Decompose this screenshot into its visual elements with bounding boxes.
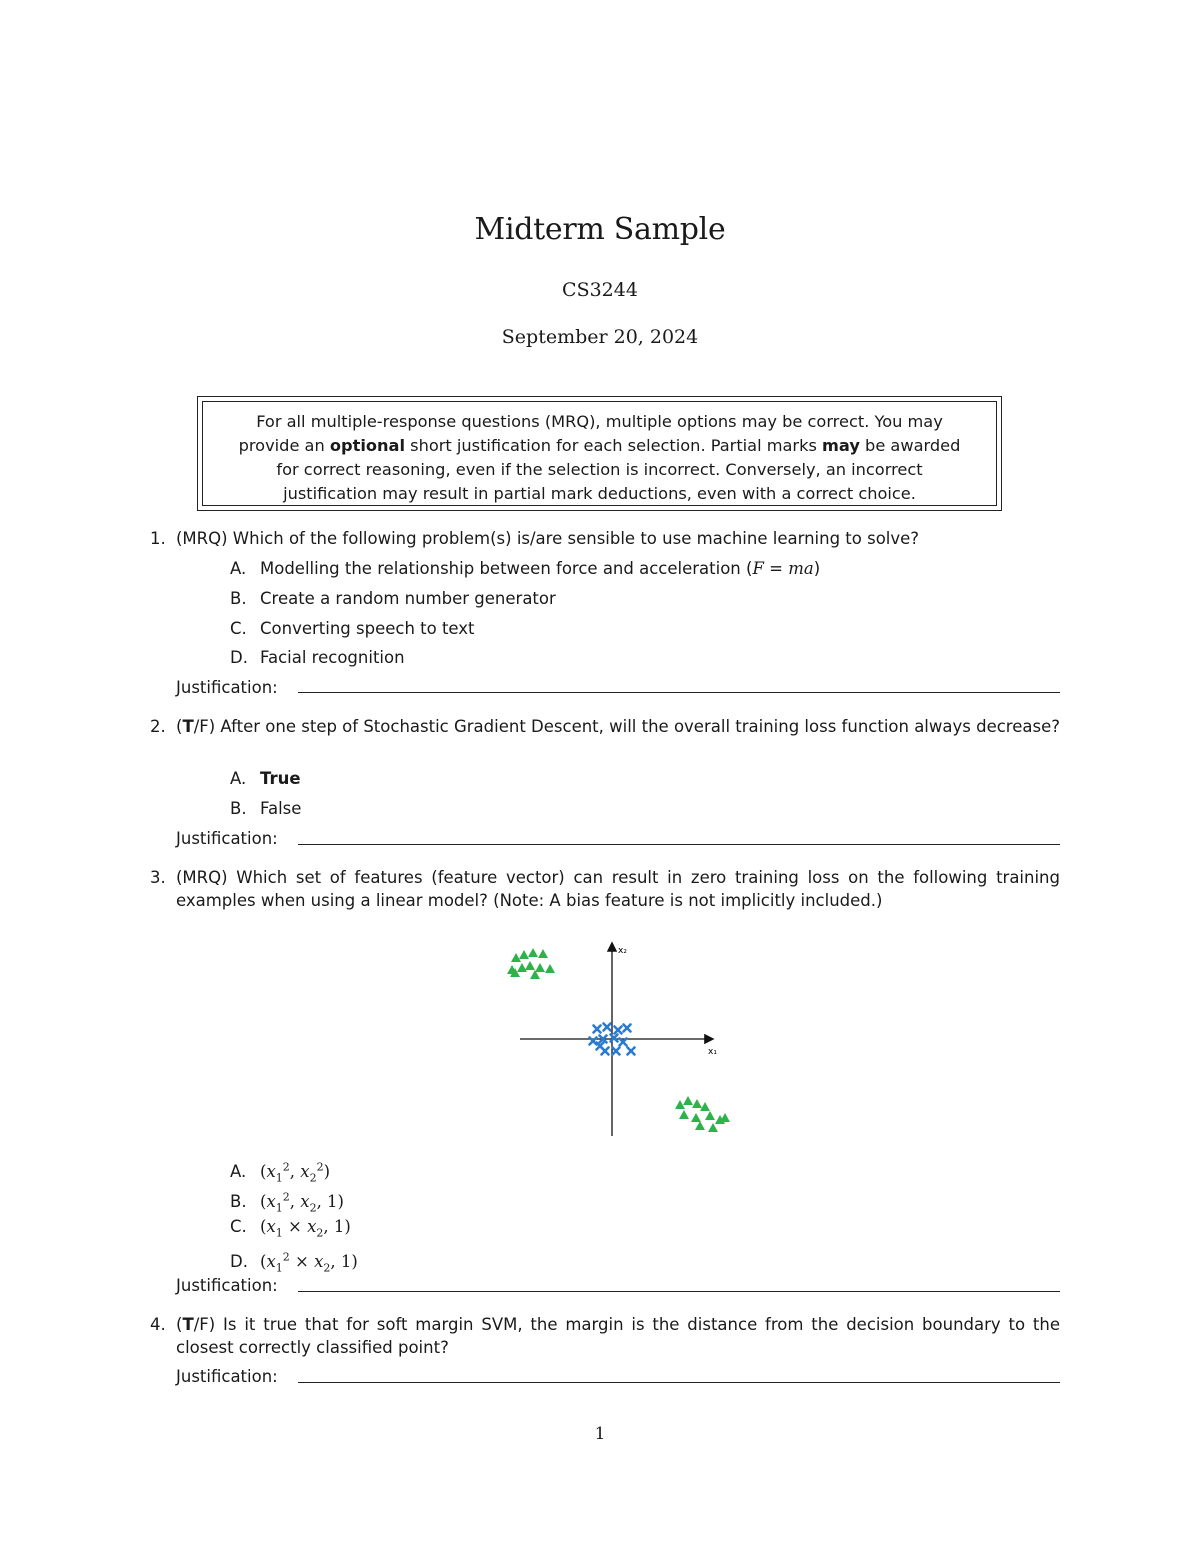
q2-justification-label: Justification: — [176, 829, 278, 848]
scatter-figure — [500, 938, 740, 1138]
triangle-point — [691, 1113, 701, 1122]
q3-option-d[interactable]: D. ($x_1^2 \times x_2$, 1) — [230, 1250, 358, 1274]
question-text: (T/F) After one step of Stochastic Gradient Descent, will the overall training loss function always decrease? — [176, 717, 1060, 736]
triangle-point — [519, 950, 529, 959]
cross-point — [613, 1048, 620, 1055]
q1-option-c[interactable]: C. Converting speech to text — [230, 619, 475, 638]
course-code: CS3244 — [562, 279, 638, 301]
question-4 — [150, 1313, 1060, 1359]
triangle-point — [679, 1110, 689, 1119]
instructions-line-4: justification may result in partial mark deductions, even with a correct choice. — [283, 484, 916, 503]
cross-point — [615, 1027, 622, 1034]
instructions-line-1: For all multiple-response questions (MRQ), multiple options may be correct. You may — [256, 412, 943, 431]
page-number: 1 — [594, 1424, 606, 1444]
triangle-cluster-upper-left — [507, 948, 555, 979]
triangle-point — [700, 1102, 710, 1111]
question-2 — [150, 715, 1060, 738]
q2-option-a[interactable]: A. True — [230, 769, 301, 788]
instructions-box — [197, 396, 1002, 511]
triangle-point — [683, 1096, 693, 1105]
instructions-text — [202, 401, 997, 506]
triangle-point — [720, 1113, 730, 1122]
q2-justification-field[interactable] — [298, 844, 1060, 845]
q1-option-d[interactable]: D. Facial recognition — [230, 648, 405, 667]
question-number: 4. — [150, 1315, 166, 1334]
triangle-point — [708, 1123, 718, 1132]
triangle-point — [692, 1099, 702, 1108]
q3-justification-field[interactable] — [298, 1291, 1060, 1292]
q1-option-b[interactable]: B. Create a random number generator — [230, 589, 556, 608]
question-number: 1. — [150, 529, 166, 548]
triangle-point — [535, 963, 545, 972]
cross-point — [604, 1024, 611, 1031]
triangle-point — [545, 964, 555, 973]
instructions-line-2: provide an optional short justification for each selection. Partial marks may be awarded — [238, 436, 961, 455]
triangle-point — [511, 953, 521, 962]
q4-justification-label: Justification: — [176, 1367, 278, 1386]
q3-option-a[interactable]: A. ($x_1^2$, $x_2^2$) — [230, 1160, 330, 1184]
q3-option-c[interactable]: C. ($x_1 \times x_2$, 1) — [230, 1217, 351, 1240]
q1-justification-field[interactable] — [298, 692, 1060, 693]
question-1 — [150, 527, 1060, 550]
triangle-point — [517, 963, 527, 972]
q3-justification-label: Justification: — [176, 1276, 278, 1295]
question-3 — [150, 866, 1060, 912]
document-date: September 20, 2024 — [501, 326, 699, 348]
triangle-cluster-lower-right — [675, 1096, 730, 1132]
triangle-point — [538, 949, 548, 958]
triangle-point — [525, 961, 535, 970]
triangle-point — [695, 1121, 705, 1130]
triangle-point — [528, 948, 538, 957]
instructions-line-3: for correct reasoning, even if the selection is incorrect. Conversely, an incorrect — [276, 460, 923, 479]
x-axis-label: x₁ — [708, 1047, 717, 1057]
triangle-point — [705, 1111, 715, 1120]
question-number: 2. — [150, 717, 166, 736]
y-axis-label: x₂ — [618, 946, 627, 956]
cross-point — [594, 1026, 601, 1033]
cross-point — [628, 1048, 635, 1055]
q1-option-a[interactable]: A. Modelling the relationship between force and acceleration (F = ma) — [230, 559, 821, 578]
q3-option-b[interactable]: B. ($x_1^2$, $x_2$, 1) — [230, 1190, 344, 1214]
question-number: 3. — [150, 868, 166, 887]
cross-point — [624, 1025, 631, 1032]
q1-justification-label: Justification: — [176, 678, 278, 697]
q4-justification-field[interactable] — [298, 1382, 1060, 1383]
question-text: (MRQ) Which set of features (feature vector) can result in zero training loss on the following training examples when using a linear model? (Note: A bias feature is not implicitly included.) — [176, 868, 1060, 910]
document-title: Midterm Sample — [474, 212, 726, 247]
q2-option-b[interactable]: B. False — [230, 799, 302, 818]
question-text: (MRQ) Which of the following problem(s) is/are sensible to use machine learning to solve? — [176, 529, 920, 548]
question-text: (T/F) Is it true that for soft margin SVM, the margin is the distance from the decision boundary to the closest correctly classified point? — [176, 1315, 1060, 1357]
